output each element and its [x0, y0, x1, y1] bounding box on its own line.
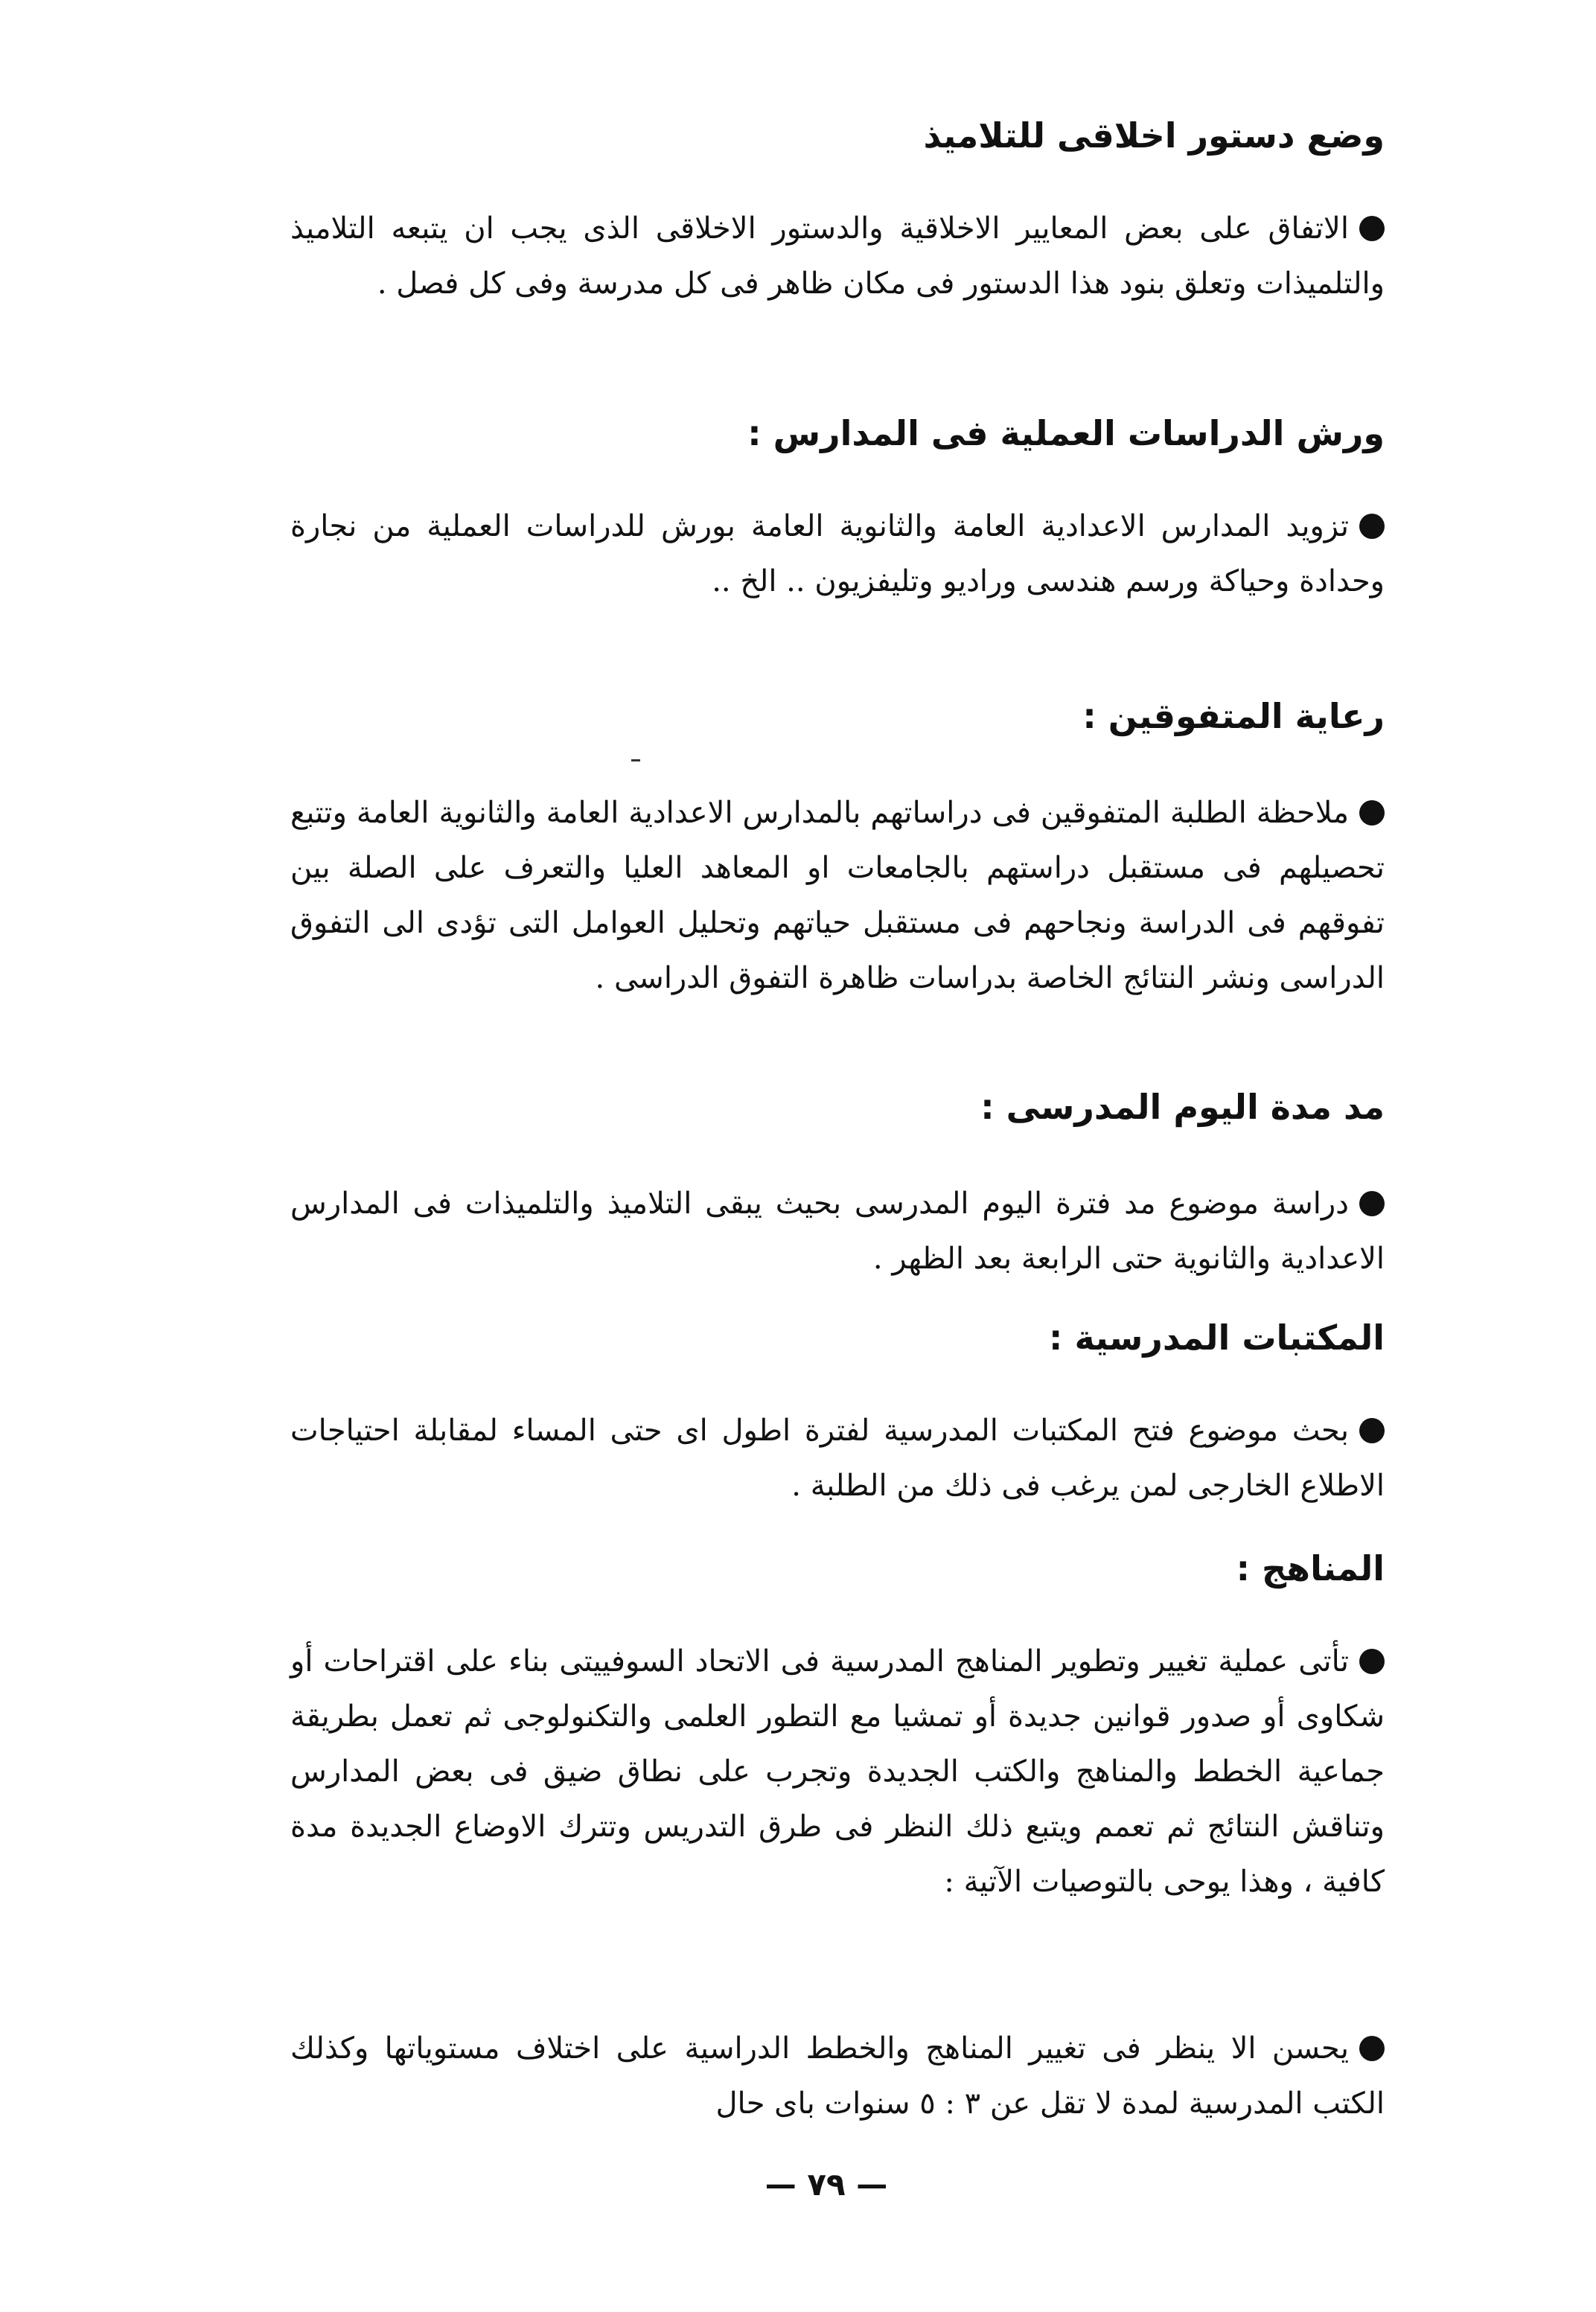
paragraph-text: الاتفاق على بعض المعايير الاخلاقية والدستور الاخلاقى الذى يجب ان يتبعه التلاميذ والتلميذات وتعلق بنود هذا الدستور فى مكان ظاهر فى كل مدرسة وفى كل فصل . [290, 211, 1385, 301]
bullet-icon [1359, 800, 1385, 826]
section-heading-practical-workshops: ورش الدراسات العملية فى المدارس : [747, 413, 1385, 453]
paragraph-text: بحث موضوع فتح المكتبات المدرسية لفترة اطول اى حتى المساء لمقابلة احتياجات الاطلاع الخارجى لمن يرغب فى ذلك من الطلبة . [290, 1414, 1385, 1503]
bullet-icon [1359, 1191, 1385, 1216]
document-page [268, 112, 1385, 2241]
paragraph-student-ethics-code [290, 201, 1385, 311]
page-number: — ٧٩ — [765, 2166, 888, 2203]
section-heading-gifted-students: رعاية المتفوقين : [1082, 696, 1385, 736]
paragraph-text: تأتى عملية تغيير وتطوير المناهج المدرسية فى الاتحاد السوفييتى بناء على اقتراحات أو شكاوى أو صدور قوانين جديدة أو تمشيا مع التطور العلمى والتكنولوجى ثم تعمل بطريقة جماعية الخطط والمناهج والكتب الجديدة وتجرب على نطاق ضيق فى بعض المدارس وتناقش النتائج ثم تعمم ويتبع ذلك النظر فى طرق التدريس وتترك الاوضاع الجديدة مدة كافية ، وهذا يوحى بالتوصيات الآتية : [290, 1644, 1385, 1899]
bullet-icon [1359, 1649, 1385, 1674]
paragraph-curricula [290, 1634, 1385, 1909]
bullet-icon [1359, 216, 1385, 241]
paragraph-school-day-extension [290, 1176, 1385, 1286]
section-heading-school-libraries: المكتبات المدرسية : [1049, 1318, 1385, 1358]
paragraph-curricula-recommendation [290, 2021, 1385, 2131]
paragraph-practical-workshops [290, 499, 1385, 609]
section-heading-curricula: المناهج : [1236, 1548, 1385, 1588]
bullet-icon [1359, 514, 1385, 539]
scan-mark [631, 759, 640, 761]
paragraph-school-libraries [290, 1403, 1385, 1513]
bullet-icon [1359, 1418, 1385, 1443]
section-heading-student-ethics-code: وضع دستور اخلاقى للتلاميذ [923, 115, 1385, 156]
section-heading-school-day-extension: مد مدة اليوم المدرسى : [980, 1087, 1385, 1127]
paragraph-text: دراسة موضوع مد فترة اليوم المدرسى بحيث يبقى التلاميذ والتلميذات فى المدارس الاعدادية والثانوية حتى الرابعة بعد الظهر . [290, 1187, 1385, 1276]
bullet-icon [1359, 2036, 1385, 2061]
paragraph-text: تزويد المدارس الاعدادية العامة والثانوية العامة بورش للدراسات العملية من نجارة وحدادة وحياكة ورسم هندسى وراديو وتليفزيون .. الخ .. [290, 509, 1385, 598]
paragraph-gifted-students [290, 785, 1385, 1006]
paragraph-text: ملاحظة الطلبة المتفوقين فى دراساتهم بالمدارس الاعدادية العامة والثانوية العامة وتتبع تحصيلهم فى مستقبل دراستهم بالجامعات او المعاهد العليا والتعرف على الصلة بين تفوقهم فى الدراسة ونجاحهم فى مستقبل حياتهم وتحليل العوامل التى تؤدى الى التفوق الدراسى ونشر النتائج الخاصة بدراسات ظاهرة التفوق الدراسى . [290, 796, 1385, 995]
paragraph-text: يحسن الا ينظر فى تغيير المناهج والخطط الدراسية على اختلاف مستوياتها وكذلك الكتب المدرسية لمدة لا تقل عن ٣ : ٥ سنوات باى حال [290, 2031, 1385, 2121]
